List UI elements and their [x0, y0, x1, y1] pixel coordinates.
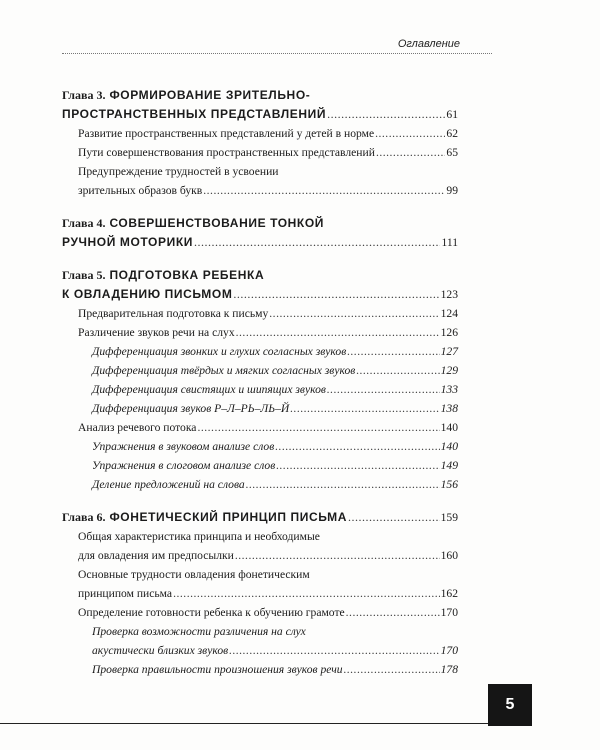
- toc-entry-title: [92, 361, 355, 380]
- page-number: 133: [440, 383, 458, 396]
- page-number: 138: [440, 402, 458, 415]
- page-number: 170: [440, 606, 458, 619]
- toc-entry-title: [62, 105, 326, 124]
- toc-entry-row: [62, 323, 458, 342]
- dot-leader: [229, 641, 439, 660]
- toc-entry-row: [62, 143, 458, 162]
- page-number: 111: [441, 236, 458, 249]
- dot-leader: [346, 603, 440, 622]
- toc-entry-text: Упражнения в звуковом анализе слов: [92, 440, 275, 453]
- page-number: 159: [440, 511, 458, 524]
- toc-entry-title: [78, 304, 268, 323]
- toc-entry-title: [92, 342, 346, 361]
- dot-leader: [348, 508, 440, 527]
- toc-entry-title: [92, 660, 343, 679]
- toc-chapter-row: [62, 285, 458, 304]
- toc-entry-title: [62, 266, 264, 285]
- section-gap: [62, 200, 458, 214]
- section-gap: [62, 494, 458, 508]
- toc-entry-title: [78, 565, 310, 584]
- toc-entry-row: [62, 527, 458, 546]
- dot-leader: [327, 380, 440, 399]
- toc-entry-text: ФОНЕТИЧЕСКИЙ ПРИНЦИП ПИСЬМА: [109, 510, 348, 524]
- toc-entry-row: [62, 584, 458, 603]
- toc-entry-text: СОВЕРШЕНСТВОВАНИЕ ТОНКОЙ: [109, 216, 325, 230]
- toc-chapter-row: [62, 508, 458, 527]
- toc-entry-title: [78, 603, 345, 622]
- toc-entry-text: Упражнения в слоговом анализе слов: [92, 459, 276, 472]
- dot-leader: [194, 233, 440, 252]
- dot-leader: [375, 124, 445, 143]
- toc-entry-text: Предупреждение трудностей в усвоении: [78, 165, 279, 178]
- page-number: 156: [440, 478, 458, 491]
- toc-entry-text: К ОВЛАДЕНИЮ ПИСЬМОМ: [62, 287, 233, 301]
- toc-entry-title: [92, 641, 228, 660]
- dot-leader: [276, 456, 439, 475]
- toc-entry-row: [62, 418, 458, 437]
- toc-entry-row: [62, 565, 458, 584]
- toc-chapter-row: [62, 266, 458, 285]
- toc-entry-row: [62, 124, 458, 143]
- toc-entry-title: [78, 124, 374, 143]
- toc-entry-row: [62, 456, 458, 475]
- toc-entry-title: [78, 162, 279, 181]
- toc-entry-text: Дифференциация звуков Р–Л–РЬ–ЛЬ–Й: [92, 402, 290, 415]
- toc-entry-title: [62, 86, 310, 105]
- page-number: 149: [440, 459, 458, 472]
- toc-chapter-row: [62, 233, 458, 252]
- dot-leader: [275, 437, 439, 456]
- toc-entry-text: ПРОСТРАНСТВЕННЫХ ПРЕДСТАВЛЕНИЙ: [62, 107, 327, 121]
- toc-entry-title: [62, 508, 347, 527]
- toc-entry-title: [78, 584, 172, 603]
- dot-leader: [173, 584, 440, 603]
- toc-entry-title: [62, 214, 324, 233]
- toc-entry-title: [62, 285, 232, 304]
- toc-entry-row: [62, 304, 458, 323]
- page-number: 62: [446, 127, 458, 140]
- toc-chapter-row: [62, 105, 458, 124]
- page-number-badge: 5: [488, 684, 532, 726]
- dot-leader: [356, 361, 439, 380]
- toc-entry-title: [92, 456, 275, 475]
- toc-entry-text: РУЧНОЙ МОТОРИКИ: [62, 235, 193, 249]
- section-gap: [62, 252, 458, 266]
- page-number: 140: [440, 440, 458, 453]
- header-dotted-rule: [62, 53, 492, 54]
- toc-entry-title: [78, 546, 234, 565]
- toc-entry-text: Проверка возможности различения на слух: [92, 625, 306, 638]
- toc-entry-text: для овладения им предпосылки: [78, 549, 234, 562]
- dot-leader: [235, 546, 440, 565]
- page-number: 126: [440, 326, 458, 339]
- running-header-title: Оглавление: [397, 38, 460, 50]
- page-number: 178: [440, 663, 458, 676]
- toc-entry-row: [62, 380, 458, 399]
- toc-entry-title: [78, 418, 196, 437]
- toc-entry-text: Развитие пространственных представлений у детей в норме: [78, 127, 375, 140]
- toc-entry-text: Предварительная подготовка к письму: [78, 307, 269, 320]
- toc-entry-text: Дифференциация твёрдых и мягких согласных звуков: [92, 364, 356, 377]
- toc-entry-row: [62, 342, 458, 361]
- toc-entry-title: [92, 437, 274, 456]
- toc-entry-text: ПОДГОТОВКА РЕБЕНКА: [109, 268, 265, 282]
- footer-rule: [0, 723, 490, 724]
- toc-entry-title: [92, 622, 306, 641]
- page-number: 65: [446, 146, 458, 159]
- dot-leader: [269, 304, 439, 323]
- toc-entry-text: Дифференциация свистящих и шипящих звуков: [92, 383, 326, 396]
- chapter-number: Глава 4.: [62, 216, 106, 230]
- toc-chapter-row: [62, 214, 458, 233]
- toc-chapter-row: [62, 86, 458, 105]
- toc-entry-text: принципом письма: [78, 587, 173, 600]
- page-number: 129: [440, 364, 458, 377]
- toc-entry-row: [62, 437, 458, 456]
- dot-leader: [203, 181, 445, 200]
- toc-entry-text: Пути совершенствования пространственных представлений: [78, 146, 375, 159]
- toc-entry-row: [62, 162, 458, 181]
- dot-leader: [236, 323, 440, 342]
- dot-leader: [327, 105, 445, 124]
- toc-entry-row: [62, 546, 458, 565]
- toc-entry-text: Различение звуков речи на слух: [78, 326, 235, 339]
- toc-entry-text: Общая характеристика принципа и необходимые: [78, 530, 320, 543]
- toc-entry-row: [62, 181, 458, 200]
- dot-leader: [197, 418, 439, 437]
- page-number: 127: [440, 345, 458, 358]
- page-number: 170: [440, 644, 458, 657]
- chapter-number: Глава 5.: [62, 268, 106, 282]
- chapter-number: Глава 6.: [62, 510, 106, 524]
- dot-leader: [347, 342, 439, 361]
- toc-entry-text: Определение готовности ребенка к обучению грамоте: [78, 606, 345, 619]
- toc-entry-text: акустически близких звуков: [92, 644, 229, 657]
- dot-leader: [344, 660, 440, 679]
- toc-entry-row: [62, 641, 458, 660]
- toc-entry-text: зрительных образов букв: [78, 184, 203, 197]
- toc-entry-title: [92, 399, 289, 418]
- dot-leader: [233, 285, 439, 304]
- toc-entry-title: [78, 181, 202, 200]
- toc-entry-row: [62, 660, 458, 679]
- toc-entry-row: [62, 475, 458, 494]
- toc-entry-text: Дифференциация звонких и глухих согласных звуков: [92, 345, 347, 358]
- toc-entry-title: [92, 380, 326, 399]
- toc-entry-text: ФОРМИРОВАНИЕ ЗРИТЕЛЬНО-: [109, 88, 311, 102]
- table-of-contents: [62, 86, 458, 679]
- toc-entry-text: Анализ речевого потока: [78, 421, 197, 434]
- toc-entry-title: [78, 323, 235, 342]
- dot-leader: [376, 143, 445, 162]
- page-number: 162: [440, 587, 458, 600]
- toc-entry-row: [62, 361, 458, 380]
- toc-entry-row: [62, 622, 458, 641]
- page-number: 99: [446, 184, 458, 197]
- toc-entry-text: Проверка правильности произношения звуков речи: [92, 663, 343, 676]
- dot-leader: [246, 475, 440, 494]
- toc-entry-row: [62, 399, 458, 418]
- toc-entry-title: [78, 527, 320, 546]
- toc-entry-text: Основные трудности овладения фонетическим: [78, 568, 310, 581]
- page-number: 140: [440, 421, 458, 434]
- toc-entry-title: [62, 233, 193, 252]
- page-number: 123: [440, 288, 458, 301]
- dot-leader: [290, 399, 439, 418]
- toc-entry-row: [62, 603, 458, 622]
- chapter-number: Глава 3.: [62, 88, 106, 102]
- page-number: 61: [446, 108, 458, 121]
- toc-entry-text: Деление предложений на слова: [92, 478, 245, 491]
- page-number: 160: [440, 549, 458, 562]
- page-number: 124: [440, 307, 458, 320]
- toc-entry-title: [78, 143, 375, 162]
- toc-entry-title: [92, 475, 245, 494]
